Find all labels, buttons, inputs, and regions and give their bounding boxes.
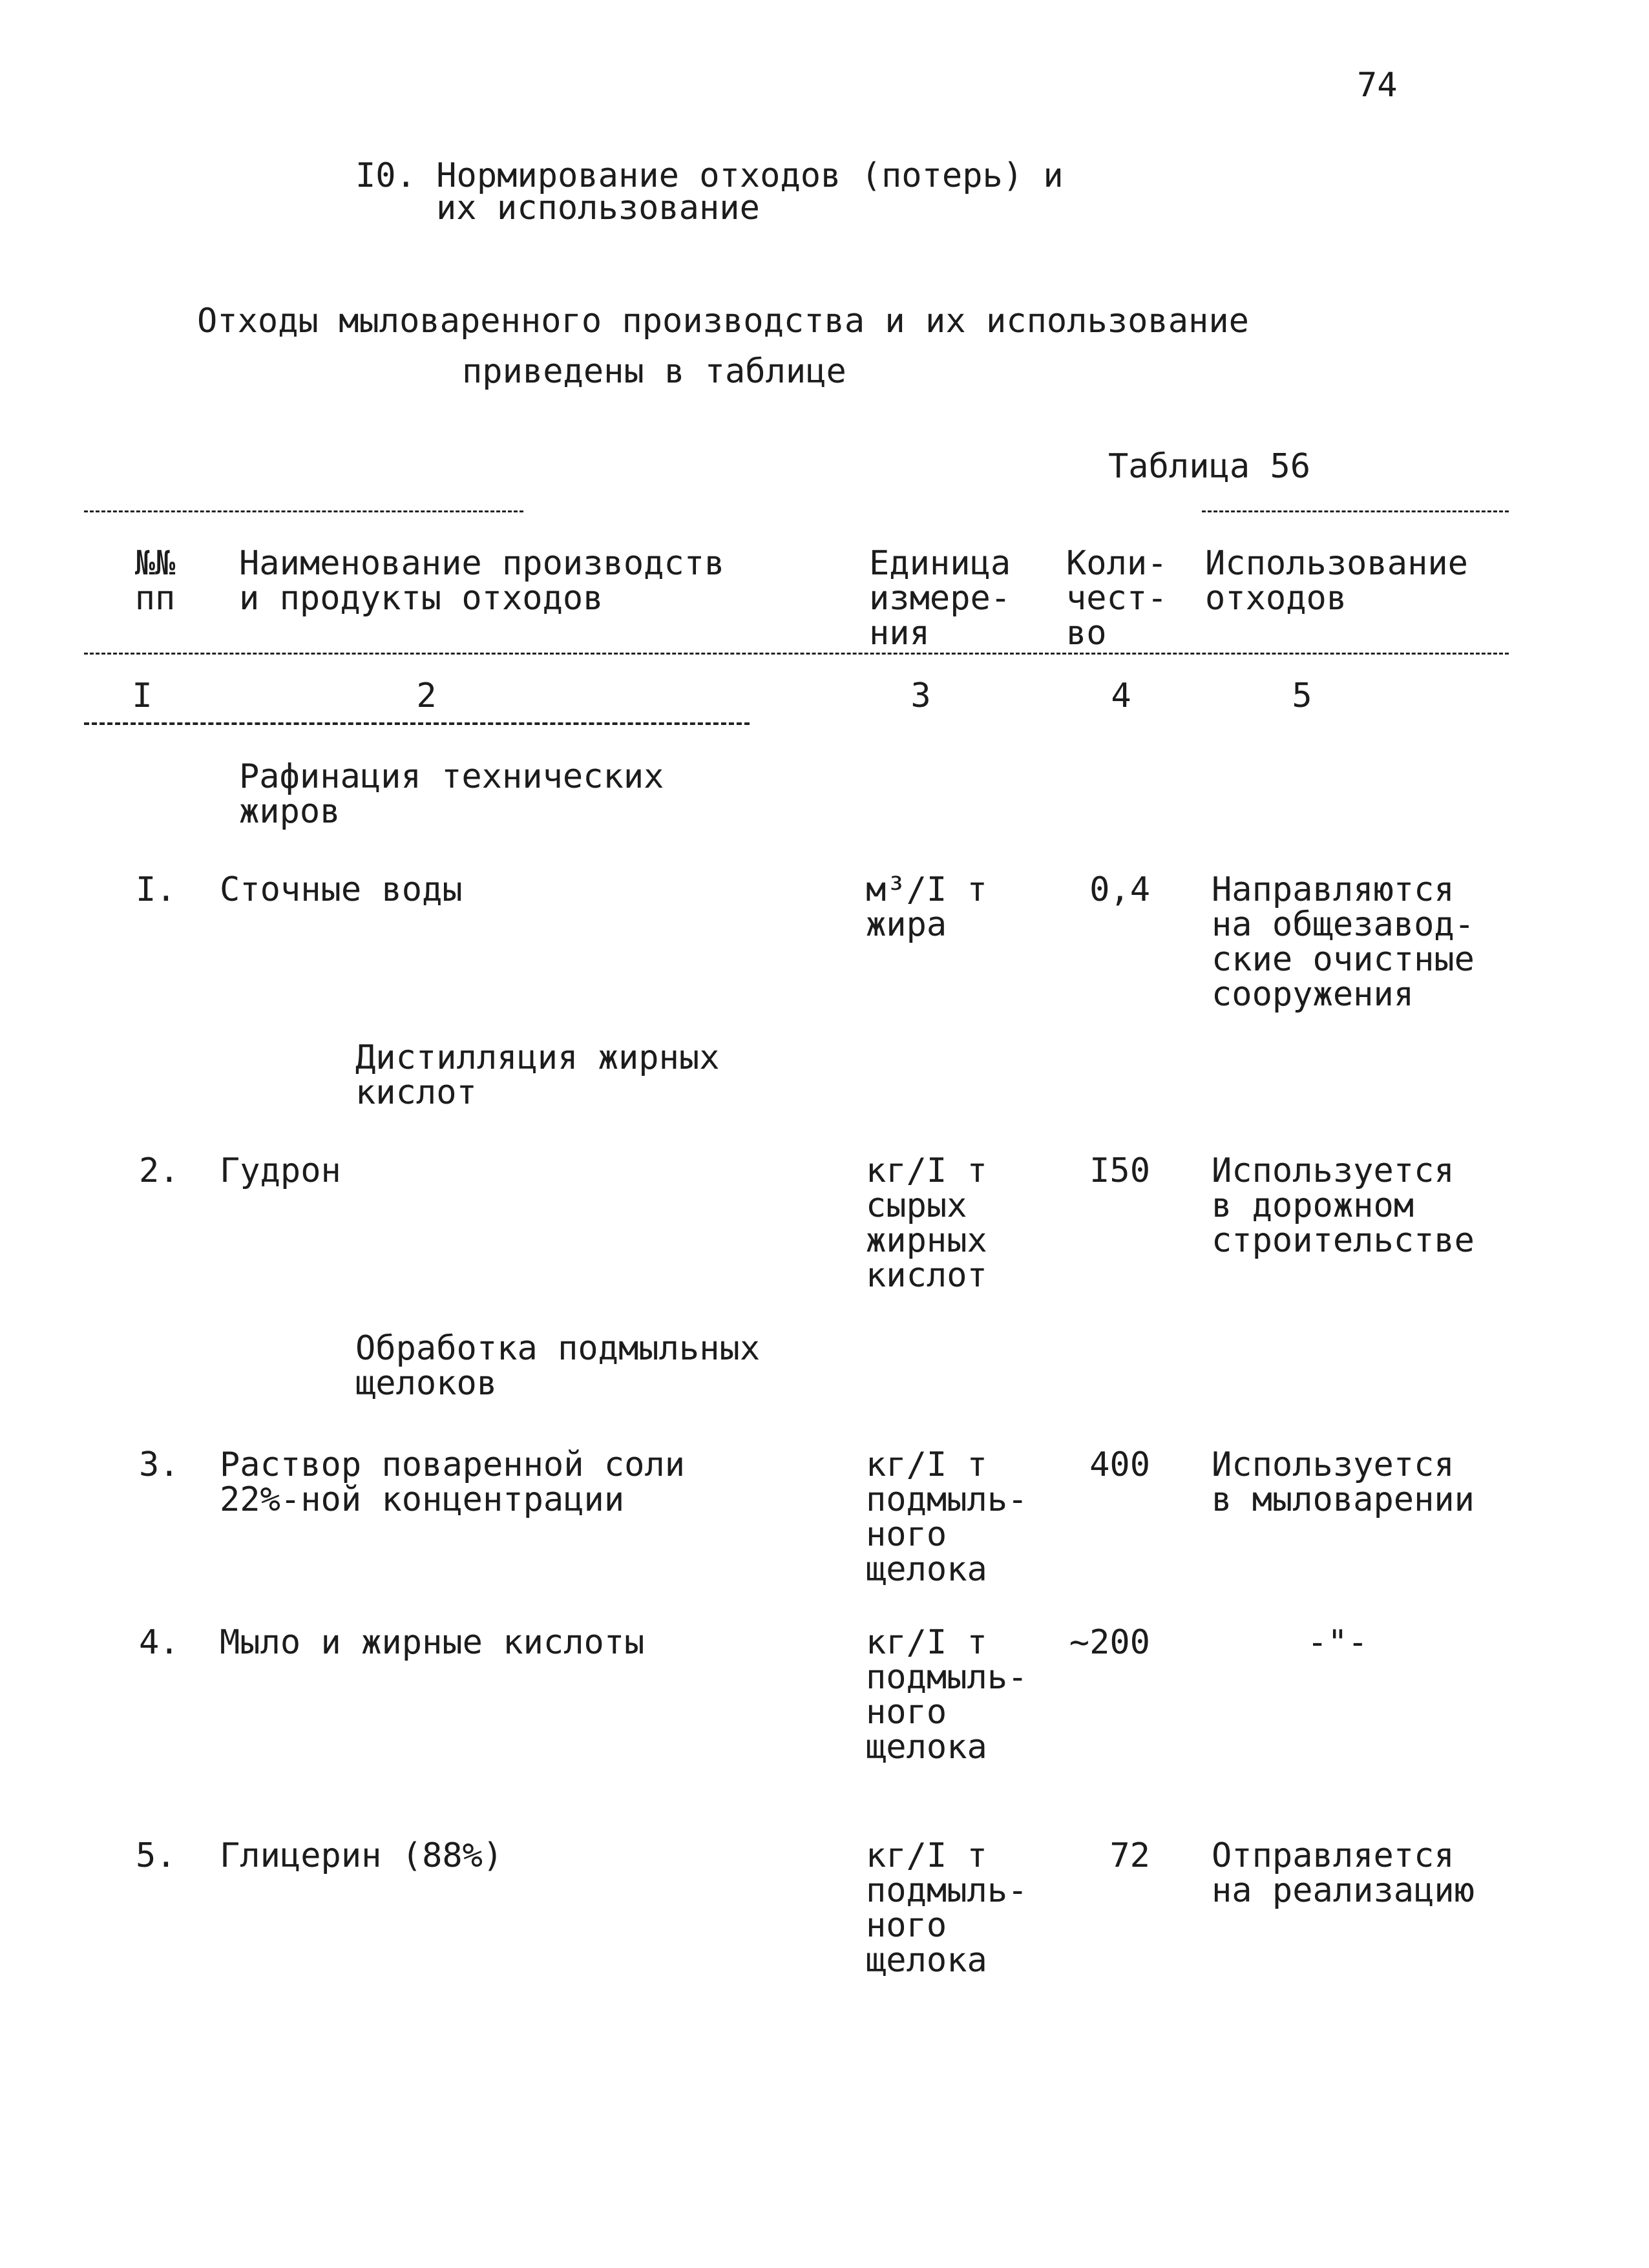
section-title-distillation: Дистилляция жирных кислот bbox=[355, 1038, 720, 1112]
column-number-2: 2 bbox=[416, 677, 437, 715]
row-quantity: 400 bbox=[1089, 1445, 1150, 1484]
row-name: Глицерин (88%) bbox=[220, 1836, 503, 1875]
intro-line-2: приведены в таблице bbox=[462, 352, 846, 391]
header-name: Наименование производств и продукты отходов bbox=[239, 544, 725, 618]
header-unit: Единица измере- ния bbox=[869, 544, 1011, 653]
row-number: 3. bbox=[139, 1445, 180, 1484]
header-use: Использование отходов bbox=[1205, 544, 1468, 618]
row-name: Сточные воды bbox=[220, 870, 463, 909]
row-unit: м³/I т жира bbox=[866, 870, 987, 944]
row-usage: Отправляется на реализацию bbox=[1212, 1836, 1475, 1910]
row-name: Раствор поваренной соли 22%-ной концентрации bbox=[220, 1445, 686, 1519]
row-name: Гудрон bbox=[220, 1151, 341, 1190]
row-quantity: 0,4 bbox=[1089, 870, 1150, 909]
row-quantity: 72 bbox=[1109, 1836, 1150, 1875]
header-top-rule-right bbox=[1202, 510, 1509, 512]
section-title-lye-processing: Обработка подмыльных щелоков bbox=[355, 1329, 761, 1403]
row-usage: Используется в дорожном строительстве bbox=[1212, 1151, 1475, 1260]
page-number: 74 bbox=[1357, 66, 1398, 105]
header-top-rule-left bbox=[84, 510, 523, 512]
column-number-5: 5 bbox=[1292, 677, 1312, 715]
intro-line-1: Отходы мыловаренного производства и их использование bbox=[197, 302, 1249, 341]
row-name: Мыло и жирные кислоты bbox=[220, 1623, 645, 1662]
column-numbers-rule bbox=[84, 722, 750, 725]
row-number: 2. bbox=[139, 1151, 180, 1190]
section-title-line-1: I0. Нормирование отходов (потерь) и bbox=[355, 156, 1064, 195]
row-unit: кг/I т подмыль- ного щелока bbox=[866, 1836, 1028, 1980]
column-number-3: 3 bbox=[910, 677, 931, 715]
section-title-refining: Рафинация технических жиров bbox=[239, 757, 664, 831]
column-number-1: I bbox=[132, 677, 152, 715]
header-bottom-rule bbox=[84, 653, 1509, 655]
row-unit: кг/I т сырых жирных кислот bbox=[866, 1151, 987, 1295]
row-usage: Используется в мыловарении bbox=[1212, 1445, 1475, 1519]
header-qty: Коли- чест- во bbox=[1066, 544, 1168, 653]
column-number-4: 4 bbox=[1111, 677, 1131, 715]
row-unit: кг/I т подмыль- ного щелока bbox=[866, 1623, 1028, 1767]
row-usage: Направляются на общезавод- ские очистные сооружения bbox=[1212, 870, 1475, 1014]
row-quantity: ~200 bbox=[1069, 1623, 1150, 1662]
row-number: 5. bbox=[136, 1836, 176, 1875]
row-unit: кг/I т подмыль- ного щелока bbox=[866, 1445, 1028, 1589]
section-title-line-2: их использование bbox=[436, 189, 760, 227]
row-number: I. bbox=[136, 870, 176, 909]
row-quantity: I50 bbox=[1089, 1151, 1150, 1190]
row-usage: -"- bbox=[1307, 1623, 1368, 1662]
header-num: №№ пп bbox=[134, 544, 176, 618]
row-number: 4. bbox=[139, 1623, 180, 1662]
table-caption: Таблица 56 bbox=[1108, 447, 1311, 486]
